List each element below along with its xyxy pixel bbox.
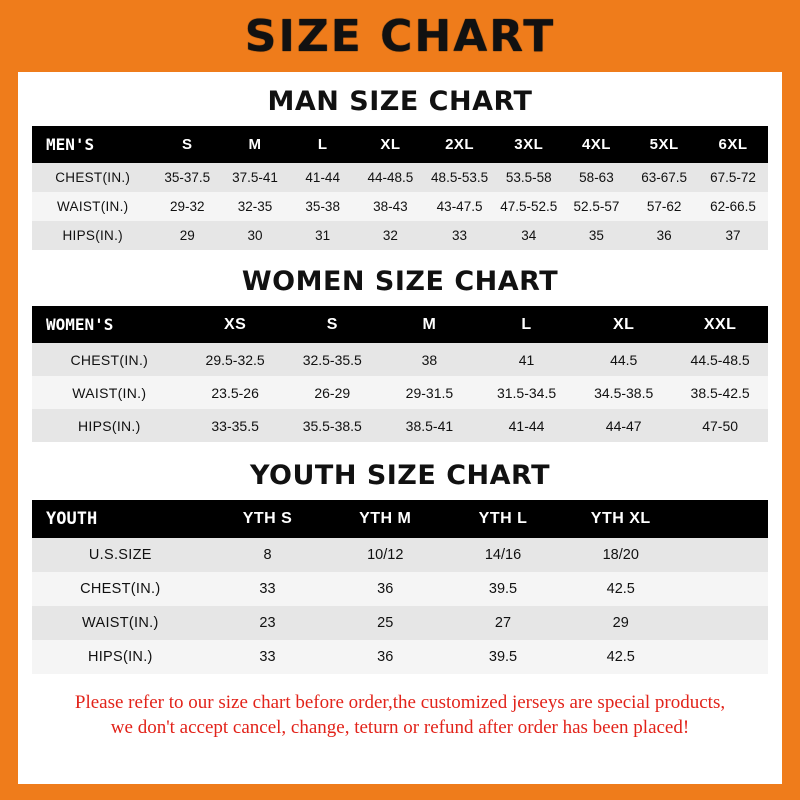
col-header-s: S: [326, 315, 338, 333]
cell: 29: [179, 228, 195, 243]
cell: 35: [588, 228, 604, 243]
col-header-youth: YOUTH: [46, 509, 98, 529]
cell: 36: [656, 228, 672, 243]
cell: 39.5: [488, 649, 518, 665]
cell: 31: [315, 228, 331, 243]
cell: 34.5-38.5: [594, 384, 654, 401]
cell: 37: [725, 228, 741, 243]
row-label-waist: WAIST(IN.): [56, 199, 129, 214]
col-header-mens: MEN'S: [46, 135, 95, 154]
col-header-spacer: [680, 500, 768, 538]
cell: 32-35: [237, 199, 273, 214]
col-header-yth-s: YTH S: [242, 510, 293, 527]
col-header-2xl: 2XL: [445, 136, 475, 153]
cell: 41-44: [305, 170, 340, 185]
col-header-4xl: 4XL: [581, 136, 611, 153]
cell: 38: [421, 351, 438, 368]
table-row: [32, 343, 768, 376]
col-header-6xl: 6XL: [718, 136, 748, 153]
col-header-m: M: [422, 315, 437, 333]
cell: 18/20: [602, 547, 639, 563]
cell: 52.5-57: [573, 199, 620, 214]
row-label-waist: WAIST(IN.): [72, 384, 147, 401]
col-header-m: M: [248, 136, 262, 153]
row-label-chest: CHEST(IN.): [70, 351, 149, 368]
cell: 35-37.5: [164, 170, 211, 185]
cell: 39.5: [488, 581, 518, 597]
col-header-yth-m: YTH M: [359, 510, 412, 527]
cell: 23: [259, 615, 276, 631]
cell: 36: [377, 581, 394, 597]
order-notice: [32, 690, 768, 740]
col-header-yth-xl: YTH XL: [590, 510, 651, 527]
table-row: [32, 376, 768, 409]
col-header-xl: XL: [380, 136, 401, 153]
row-label-hips: HIPS(IN.): [77, 417, 141, 434]
cell: 44.5-48.5: [690, 351, 750, 368]
cell: 41: [518, 351, 535, 368]
page-title: SIZE CHART: [244, 10, 556, 62]
col-header-l: L: [521, 315, 532, 333]
cell: 36: [377, 649, 394, 665]
cell: 14/16: [484, 547, 522, 563]
cell: 43-47.5: [436, 199, 483, 214]
footer-banner: [0, 784, 800, 800]
row-label-hips: HIPS(IN.): [62, 228, 123, 243]
cell: 32: [382, 228, 398, 243]
cell: 44.5: [610, 351, 638, 368]
col-header-s: S: [182, 136, 193, 153]
cell: 29-32: [170, 199, 205, 214]
cell: 23.5-26: [211, 384, 259, 401]
cell: 32.5-35.5: [302, 351, 362, 368]
cell: 67.5-72: [710, 170, 756, 185]
cell: 26-29: [314, 384, 351, 401]
cell: 44-48.5: [367, 170, 414, 185]
col-header-yth-l: YTH L: [478, 510, 528, 527]
table-row: [32, 538, 768, 572]
cell: 38-43: [373, 199, 408, 214]
table-row: [32, 572, 768, 606]
cell: 58-63: [579, 170, 614, 185]
col-header-5xl: 5XL: [649, 136, 679, 153]
row-label-us-size: U.S.SIZE: [88, 547, 152, 563]
cell: 31.5-34.5: [496, 384, 557, 401]
cell-spacer: [680, 606, 768, 640]
row-label-chest: CHEST(IN.): [55, 170, 131, 185]
cell: 33: [259, 581, 276, 597]
table-header-row: [32, 500, 768, 538]
cell: 33: [452, 228, 468, 243]
cell: 29-31.5: [405, 384, 454, 401]
cell: 42.5: [606, 581, 635, 597]
table-header-row: [32, 126, 768, 163]
col-header-3xl: 3XL: [514, 136, 544, 153]
table-row: [32, 163, 768, 192]
notice-line-1: Please refer to our size chart before order,the customized jerseys are special products,: [74, 692, 726, 713]
col-header-womens: WOMEN'S: [46, 315, 114, 334]
man-size-table: [32, 126, 768, 250]
row-label-chest: CHEST(IN.): [80, 581, 161, 597]
notice-line-2: we don't accept cancel, change, teturn or refund after order has been placed!: [110, 717, 690, 739]
cell: 29.5-32.5: [205, 351, 265, 368]
table-row: [32, 221, 768, 250]
youth-section-title: YOUTH SIZE CHART: [249, 460, 551, 491]
cell: 25: [377, 615, 394, 631]
cell: 38.5-41: [405, 417, 454, 434]
cell: 33-35.5: [211, 417, 259, 434]
cell: 34: [521, 228, 537, 243]
women-size-table: [32, 306, 768, 442]
cell: 35-38: [305, 199, 340, 214]
table-row: [32, 192, 768, 221]
cell: 44-47: [605, 417, 642, 434]
table-row: [32, 606, 768, 640]
cell: 48.5-53.5: [431, 170, 489, 185]
cell: 33: [259, 649, 276, 665]
cell: 29: [612, 615, 629, 631]
cell: 57-62: [646, 199, 682, 214]
table-row: [32, 409, 768, 442]
cell: 47-50: [702, 417, 739, 434]
cell: 62-66.5: [710, 199, 756, 214]
row-label-hips: HIPS(IN.): [87, 649, 153, 665]
cell: 38.5-42.5: [690, 384, 750, 401]
cell: 41-44: [508, 417, 545, 434]
chart-content: [18, 86, 782, 740]
cell-spacer: [680, 640, 768, 674]
youth-size-table: [32, 500, 768, 674]
cell: 53.5-58: [505, 170, 552, 185]
header-banner: [0, 0, 800, 72]
cell: 8: [263, 547, 272, 563]
cell-spacer: [680, 572, 768, 606]
women-section-title: WOMEN SIZE CHART: [241, 266, 559, 297]
col-header-l: L: [317, 136, 328, 153]
col-header-xl: XL: [612, 315, 635, 333]
cell: 10/12: [367, 547, 404, 563]
cell: 37.5-41: [232, 170, 278, 185]
row-label-waist: WAIST(IN.): [82, 615, 159, 631]
man-section-title: MAN SIZE CHART: [267, 86, 533, 117]
cell: 35.5-38.5: [302, 417, 362, 434]
col-header-xs: XS: [223, 315, 247, 333]
table-row: [32, 640, 768, 674]
cell: 27: [494, 615, 512, 631]
cell: 47.5-52.5: [500, 199, 558, 214]
cell: 63-67.5: [641, 170, 688, 185]
cell-spacer: [680, 538, 768, 572]
table-header-row: [32, 306, 768, 343]
cell: 42.5: [606, 649, 635, 665]
col-header-xxl: XXL: [703, 315, 737, 333]
cell: 30: [247, 228, 263, 243]
